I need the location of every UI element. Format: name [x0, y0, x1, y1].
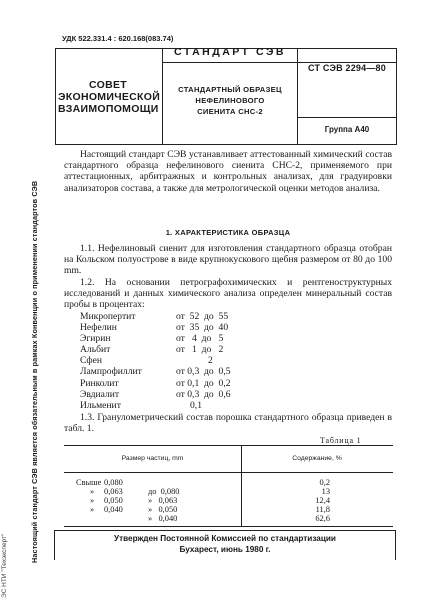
standard-title: СТАНДАРТ СЭВ [174, 46, 286, 58]
table-content-column [290, 478, 330, 523]
table-rule-top [64, 445, 393, 446]
header-rule-group [297, 117, 396, 118]
group-label: Группа А40 [324, 125, 370, 134]
table-cell-content: 0,2 [319, 478, 330, 487]
paragraph-1-1: 1.1. Нефелиновый сиенит для изготовления стандартного образца отобран на Кольском полуострове в виде крупнокускового щебня размером от 80 до 100 mm. [64, 243, 392, 277]
council-name: СОВЕТ ЭКОНОМИЧЕСКОЙ ВЗАИМОПОМОЩИ [58, 79, 161, 115]
intro-paragraph: Настоящий стандарт СЭВ устанавливает аттестованный химический состав стандартного образца нефелинового сиенита СНС-2, применяемого при аттестационных, арбитражных и контрольных анализах, для градуировки анализаторов состава, а также для метрологической оценки методов анализа. [64, 149, 392, 194]
table-rule-bottom [64, 526, 393, 527]
paragraph-1-2: 1.2. На основании петрографохимических и рентгеноструктурных исследований и данных химического анализа определен минеральный состав пробы в процентах: [64, 277, 392, 311]
approval-footer: Утвержден Постоянной Комиссией по стандартизации Бухарест, июнь 1980 г. [114, 534, 336, 554]
table-cell-content: 13 [321, 487, 330, 496]
side-watermark: ЭС НТИ "Техэксперт" [1, 533, 8, 598]
footer-rule [54, 530, 396, 531]
table-cell-content: 12,4 [315, 496, 330, 505]
paragraph-1-3: 1.3. Гранулометрический состав порошка стандартного образца приведен в табл. 1. [64, 412, 392, 435]
section-heading: 1. ХАРАКТЕРИСТИКА ОБРАЗЦА [165, 228, 291, 237]
table-header-content: Содержание, % [292, 455, 342, 462]
table-rule-header [64, 472, 393, 473]
standard-number: СТ СЭВ 2294—80 [308, 63, 386, 73]
table-caption: Таблица 1 [320, 436, 362, 445]
sample-name: СТАНДАРТНЫЙ ОБРАЗЕЦ НЕФЕЛИНОВОГО СИЕНИТА СНС-2 [178, 85, 282, 116]
table-cell-content: 62,6 [315, 514, 330, 523]
table-cell-content: 11,8 [315, 505, 330, 514]
table-header-size: Размер частиц, mm [121, 455, 184, 462]
udk-code: УДК 522.331.4 : 620.168(083.74) [62, 34, 174, 43]
side-note: Настоящий стандарт СЭВ является обязательным в рамках Конвенции о применении стандартов СЭВ [30, 180, 39, 563]
